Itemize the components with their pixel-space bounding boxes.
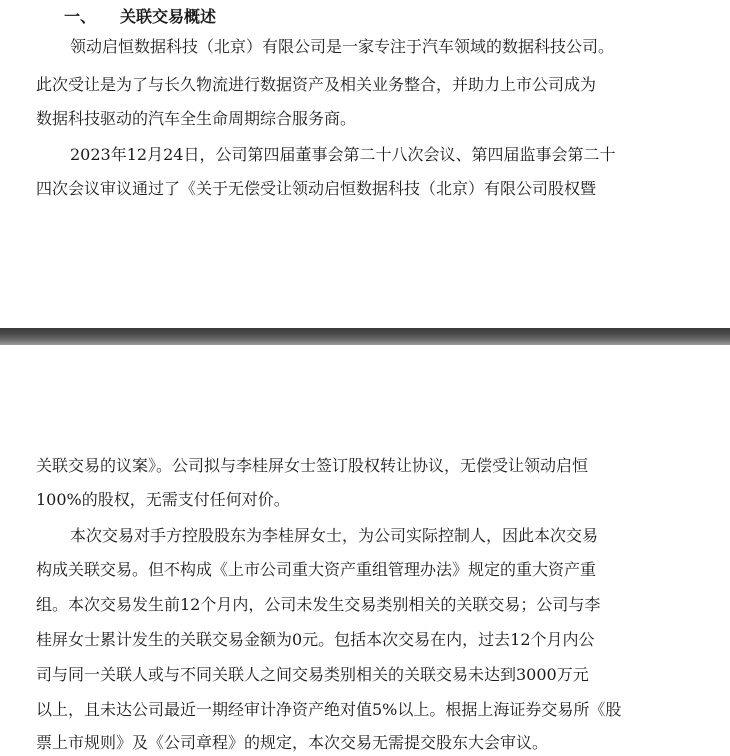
paragraph-line: 关联交易的议案》。公司拟与李桂屏女士签订股权转让协议，无偿受让领动启恒 [36,456,589,475]
section-title: 关联交易概述 [120,7,217,26]
document-page-top [0,0,730,328]
paragraph-line: 本次交易对手方控股股东为李桂屏女士，为公司实际控制人，因此本次交易 [70,526,599,545]
page-break-divider [0,328,730,345]
paragraph-line: 2023年12月24日，公司第四届董事会第二十八次会议、第四届监事会第二十 [70,145,616,164]
paragraph-line: 桂屏女士累计发生的关联交易金额为0元。包括本次交易在内，过去12个月内公 [36,630,595,649]
paragraph-line: 司与同一关联人或与不同关联人之间交易类别相关的关联交易未达到3000万元 [36,665,589,684]
section-heading [64,5,216,29]
document-page-bottom [0,345,730,756]
paragraph-line: 构成关联交易。但不构成《上市公司重大资产重组管理办法》规定的重大资产重 [36,560,597,579]
paragraph-line: 四次会议审议通过了《关于无偿受让领动启恒数据科技（北京）有限公司股权暨 [36,179,597,198]
paragraph-line: 100%的股权，无需支付任何对价。 [36,490,290,509]
paragraph-line: 数据科技驱动的汽车全生命周期综合服务商。 [36,109,357,128]
paragraph-line: 此次受让是为了与长久物流进行数据资产及相关业务整合，并助力上市公司成为 [36,75,597,94]
paragraph-line: 票上市规则》及《公司章程》的规定，本次交易无需提交股东大会审议。 [36,733,549,752]
paragraph-line: 组。本次交易发生前12个月内，公司未发生交易类别相关的关联交易；公司与李 [36,595,601,614]
paragraph-line: 以上，且未达公司最近一期经审计净资产绝对值5%以上。根据上海证券交易所《股 [36,700,622,719]
paragraph-line: 领动启恒数据科技（北京）有限公司是一家专注于汽车领域的数据科技公司。 [70,37,615,56]
section-number: 一、 [64,7,97,26]
